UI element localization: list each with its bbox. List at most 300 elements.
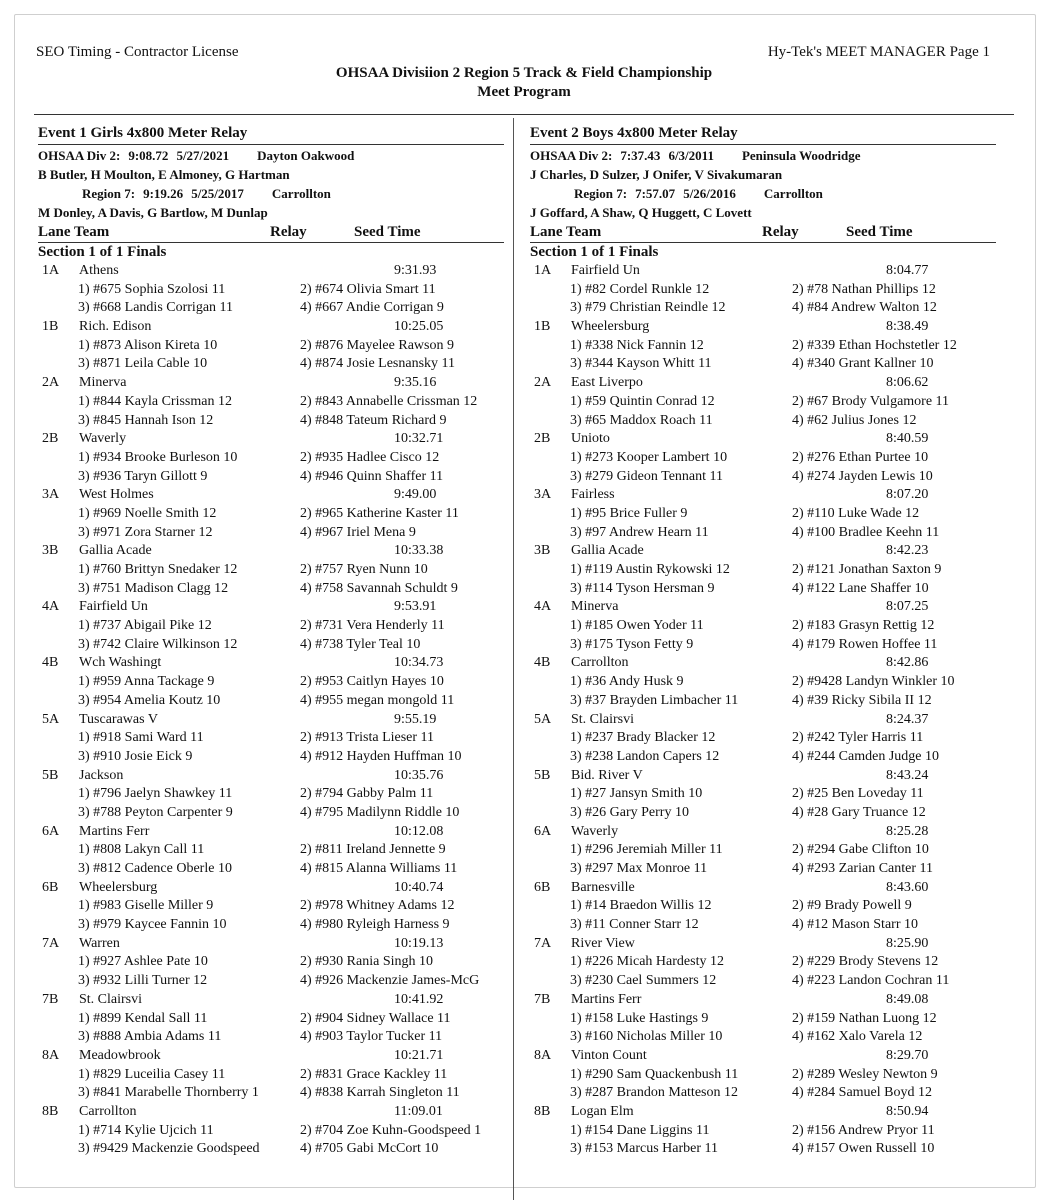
lane-number: 5B	[42, 767, 59, 783]
runner-leg-2: 2) #156 Andrew Pryor 11	[792, 1122, 935, 1138]
lane-number: 7A	[534, 935, 552, 951]
record-line	[38, 184, 504, 203]
runner-leg-2: 2) #229 Brody Stevens 12	[792, 954, 939, 970]
col-relay: Relay	[270, 224, 307, 240]
seed-time: 8:04.77	[886, 263, 929, 278]
seed-time: 10:33.38	[394, 543, 444, 559]
seed-time: 10:25.05	[394, 319, 444, 335]
runner-row	[530, 860, 996, 879]
seed-time: 10:12.08	[394, 823, 444, 839]
runner-leg-4: 4) #62 Julius Jones 12	[792, 412, 917, 428]
runner-leg-4: 4) #223 Landon Cochran 11	[792, 973, 950, 989]
team-name: Barnesville	[571, 879, 635, 895]
runner-leg-4: 4) #926 Mackenzie James-McG	[300, 973, 480, 989]
event-rule	[530, 144, 996, 145]
seed-time: 8:40.59	[886, 431, 929, 447]
runner-leg-2: 2) #25 Ben Loveday 11	[792, 786, 924, 802]
runner-leg-3: 3) #297 Max Monroe 11	[570, 861, 708, 876]
meet-title: OHSAA Divisiion 2 Region 5 Track & Field Championship	[335, 65, 713, 81]
runner-leg-2: 2) #965 Katherine Kaster 11	[300, 505, 459, 521]
team-row	[38, 823, 504, 842]
team-name: St. Clairsvi	[79, 991, 143, 1007]
lane-number: 8B	[42, 1103, 59, 1119]
runner-leg-2: 2) #904 Sidney Wallace 11	[300, 1010, 451, 1026]
runner-leg-3: 3) #287 Brandon Matteson 12	[570, 1085, 738, 1101]
col-seed-time: Seed Time	[846, 224, 913, 240]
runner-leg-3: 3) #936 Taryn Gillott 9	[78, 468, 208, 484]
runner-leg-3: 3) #971 Zora Starner 12	[78, 524, 213, 540]
record-time: 9:08.72	[128, 148, 169, 163]
seed-time: 10:21.71	[394, 1047, 444, 1063]
runner-row	[38, 916, 504, 935]
runner-leg-1: 1) #737 Abigail Pike 12	[78, 618, 212, 634]
runner-leg-1: 1) #796 Jaelyn Shawkey 11	[78, 786, 233, 802]
runner-leg-2: 2) #9428 Landyn Winkler 10	[792, 674, 955, 690]
runner-row	[38, 860, 504, 879]
team-name: Fairfield Un	[79, 599, 148, 615]
runner-leg-1: 1) #296 Jeremiah Miller 11	[570, 842, 723, 858]
runner-row	[38, 412, 504, 431]
team-row	[38, 879, 504, 898]
runner-leg-3: 3) #888 Ambia Adams 11	[78, 1029, 222, 1045]
runner-leg-3: 3) #954 Amelia Koutz 10	[78, 692, 221, 708]
team-name: Vinton Count	[571, 1047, 647, 1063]
lane-number: 6B	[534, 879, 551, 895]
runner-leg-4: 4) #157 Owen Russell 10	[792, 1141, 935, 1157]
runner-leg-4: 4) #980 Ryleigh Harness 9	[300, 917, 450, 933]
runner-leg-2: 2) #731 Vera Henderly 11	[300, 618, 445, 634]
runner-row	[530, 299, 996, 318]
col-lane-team: Lane Team	[38, 224, 110, 240]
runner-leg-1: 1) #844 Kayla Crissman 12	[78, 393, 232, 409]
runner-leg-1: 1) #959 Anna Tackage 9	[78, 674, 215, 690]
seed-time: 9:55.19	[394, 711, 437, 727]
team-name: Jackson	[79, 767, 124, 783]
seed-time: 8:07.25	[886, 599, 929, 615]
runner-leg-3: 3) #97 Andrew Hearn 11	[570, 524, 709, 540]
runner-row	[38, 692, 504, 711]
runner-leg-3: 3) #26 Gary Perry 10	[570, 804, 689, 820]
team-row	[530, 879, 996, 898]
lane-number: 3B	[534, 543, 551, 559]
team-row	[38, 991, 504, 1010]
team-row	[530, 542, 996, 561]
team-row	[38, 262, 504, 281]
runner-leg-4: 4) #912 Hayden Huffman 10	[300, 748, 462, 764]
team-name: Carrollton	[79, 1103, 137, 1119]
team-row	[38, 542, 504, 561]
team-name: Bid. River V	[571, 767, 643, 783]
col-relay: Relay	[762, 224, 799, 240]
runner-row	[530, 953, 996, 972]
runner-leg-4: 4) #795 Madilynn Riddle 10	[300, 804, 460, 820]
runner-row	[530, 692, 996, 711]
runner-leg-3: 3) #114 Tyson Hersman 9	[570, 580, 715, 596]
team-row	[38, 767, 504, 786]
runner-leg-4: 4) #838 Karrah Singleton 11	[300, 1085, 460, 1101]
runner-leg-1: 1) #36 Andy Husk 9	[570, 674, 684, 690]
seed-time: 8:07.20	[886, 487, 929, 503]
team-name: Waverly	[571, 823, 619, 839]
record-team: Carrollton	[271, 186, 331, 201]
runner-row	[38, 729, 504, 748]
runner-leg-3: 3) #751 Madison Clagg 12	[78, 580, 229, 596]
runner-leg-2: 2) #913 Trista Lieser 11	[300, 730, 435, 746]
runner-leg-2: 2) #9 Brady Powell 9	[792, 898, 912, 914]
lane-number: 8A	[42, 1047, 60, 1063]
team-name: Fairfield Un	[571, 263, 640, 278]
team-row	[530, 991, 996, 1010]
runner-leg-3: 3) #979 Kaycee Fannin 10	[78, 917, 227, 933]
runner-row	[38, 524, 504, 543]
team-row	[38, 711, 504, 730]
runner-leg-3: 3) #812 Cadence Oberle 10	[78, 861, 232, 876]
runner-leg-2: 2) #110 Luke Wade 12	[792, 505, 920, 521]
runner-row	[38, 1066, 504, 1085]
seed-time: 10:34.73	[394, 655, 444, 671]
runner-leg-4: 4) #738 Tyler Teal 10	[300, 636, 421, 652]
runner-leg-2: 2) #757 Ryen Nunn 10	[300, 562, 428, 577]
lane-number: 3A	[534, 487, 552, 503]
lane-number: 8B	[534, 1103, 551, 1119]
runner-leg-4: 4) #667 Andie Corrigan 9	[300, 300, 444, 316]
lane-number: 2B	[42, 431, 59, 447]
lane-number: 5B	[534, 767, 551, 783]
runner-leg-3: 3) #788 Peyton Carpenter 9	[78, 804, 233, 820]
runner-leg-1: 1) #95 Brice Fuller 9	[570, 505, 688, 521]
team-row	[530, 1047, 996, 1066]
runner-leg-1: 1) #338 Nick Fannin 12	[570, 337, 704, 353]
event-title: Event 2 Boys 4x800 Meter Relay	[530, 125, 738, 141]
runner-row	[38, 580, 504, 599]
team-row	[38, 430, 504, 449]
runner-row	[38, 673, 504, 692]
runner-leg-3: 3) #65 Maddox Roach 11	[570, 412, 713, 428]
record-team: Carrollton	[763, 186, 823, 201]
lane-number: 6A	[534, 823, 552, 839]
lane-number: 1B	[534, 319, 551, 335]
runner-leg-4: 4) #293 Zarian Canter 11	[792, 861, 933, 876]
runner-row	[530, 524, 996, 543]
header-license: SEO Timing - Contractor License	[36, 44, 239, 60]
seed-time: 11:09.01	[394, 1103, 443, 1119]
column-headers	[38, 222, 504, 243]
runner-row	[530, 748, 996, 767]
record-line	[38, 146, 504, 165]
seed-time: 8:38.49	[886, 319, 929, 335]
col-lane-team: Lane Team	[530, 224, 602, 240]
header-meet-manager: Hy-Tek's MEET MANAGER Page 1	[767, 44, 990, 60]
runner-row	[530, 1010, 996, 1029]
runner-leg-3: 3) #742 Claire Wilkinson 12	[78, 636, 238, 652]
runner-leg-1: 1) #273 Kooper Lambert 10	[570, 449, 728, 465]
team-name: Logan Elm	[571, 1103, 634, 1119]
runner-leg-1: 1) #983 Giselle Miller 9	[78, 898, 214, 914]
runner-leg-4: 4) #274 Jayden Lewis 10	[792, 468, 933, 484]
seed-time: 8:43.60	[886, 879, 929, 895]
lane-number: 2B	[534, 431, 551, 447]
seed-time: 10:32.71	[394, 431, 444, 447]
runner-row	[38, 561, 504, 580]
runner-leg-2: 2) #289 Wesley Newton 9	[792, 1066, 938, 1082]
runner-leg-3: 3) #910 Josie Eick 9	[78, 748, 193, 764]
runner-leg-1: 1) #59 Quintin Conrad 12	[570, 393, 715, 409]
runner-leg-2: 2) #339 Ethan Hochstetler 12	[792, 337, 957, 353]
team-row	[38, 654, 504, 673]
record-team: Peninsula Woodridge	[741, 148, 861, 163]
record-names: J Goffard, A Shaw, Q Huggett, C Lovett	[530, 205, 752, 220]
team-name: Wch Washingt	[79, 655, 162, 671]
runner-row	[530, 1140, 996, 1159]
runner-row	[38, 841, 504, 860]
runner-row	[530, 785, 996, 804]
runner-row	[530, 916, 996, 935]
record-date: 5/25/2017	[191, 186, 244, 201]
runner-row	[530, 468, 996, 487]
team-row	[530, 1103, 996, 1122]
team-name: St. Clairsvi	[571, 711, 635, 727]
team-name: Martins Ferr	[79, 823, 150, 839]
team-name: Minerva	[571, 599, 619, 615]
runner-leg-3: 3) #279 Gideon Tennant 11	[570, 468, 723, 484]
runner-row	[38, 299, 504, 318]
runner-row	[530, 561, 996, 580]
runner-leg-3: 3) #175 Tyson Fetty 9	[570, 636, 694, 652]
runner-leg-1: 1) #714 Kylie Ujcich 11	[78, 1122, 214, 1138]
record-names: J Charles, D Sulzer, J Onifer, V Sivakumaran	[530, 167, 783, 182]
runner-row	[530, 412, 996, 431]
runner-row	[38, 785, 504, 804]
team-row	[38, 374, 504, 393]
runner-row	[530, 393, 996, 412]
team-name: East Liverpo	[571, 375, 643, 391]
team-row	[530, 767, 996, 786]
runner-row	[38, 617, 504, 636]
runner-row	[38, 1084, 504, 1103]
runner-leg-3: 3) #230 Cael Summers 12	[570, 973, 717, 989]
runner-row	[530, 505, 996, 524]
column-divider	[513, 118, 514, 1200]
runner-leg-4: 4) #244 Camden Judge 10	[792, 748, 939, 764]
seed-time: 8:42.86	[886, 655, 929, 671]
team-row	[38, 318, 504, 337]
runner-row	[38, 337, 504, 356]
lane-number: 4A	[534, 599, 552, 615]
runner-leg-2: 2) #930 Rania Singh 10	[300, 954, 433, 970]
lane-number: 1B	[42, 319, 59, 335]
runner-row	[530, 897, 996, 916]
runner-row	[530, 1122, 996, 1141]
runner-leg-4: 4) #705 Gabi McCort 10	[300, 1141, 439, 1157]
runner-leg-1: 1) #969 Noelle Smith 12	[78, 505, 217, 521]
lane-number: 3A	[42, 487, 60, 503]
record-date: 6/3/2011	[668, 148, 714, 163]
runner-leg-4: 4) #28 Gary Truance 12	[792, 804, 926, 820]
team-name: Gallia Acade	[79, 543, 152, 559]
runner-leg-2: 2) #811 Ireland Jennette 9	[300, 842, 446, 858]
runner-leg-1: 1) #808 Lakyn Call 11	[78, 842, 205, 858]
runner-leg-1: 1) #185 Owen Yoder 11	[570, 618, 704, 634]
runner-row	[38, 897, 504, 916]
team-name: Carrollton	[571, 655, 629, 671]
runner-leg-1: 1) #290 Sam Quackenbush 11	[570, 1066, 739, 1082]
record-time: 7:37.43	[620, 148, 661, 163]
runner-row	[530, 972, 996, 991]
runner-row	[530, 673, 996, 692]
runner-leg-3: 3) #160 Nicholas Miller 10	[570, 1029, 723, 1045]
runner-row	[530, 841, 996, 860]
runner-leg-1: 1) #760 Brittyn Snedaker 12	[78, 562, 238, 577]
runner-row	[530, 1084, 996, 1103]
runner-leg-4: 4) #955 megan mongold 11	[300, 692, 455, 708]
runner-row	[530, 281, 996, 300]
runner-leg-1: 1) #899 Kendal Sall 11	[78, 1010, 208, 1026]
runner-leg-3: 3) #344 Kayson Whitt 11	[570, 356, 712, 372]
lane-number: 8A	[534, 1047, 552, 1063]
seed-time: 8:25.28	[886, 823, 929, 839]
runner-leg-2: 2) #276 Ethan Purtee 10	[792, 449, 929, 465]
team-name: Wheelersburg	[571, 319, 650, 335]
team-row	[38, 598, 504, 617]
seed-time: 8:06.62	[886, 375, 929, 391]
runner-row	[38, 972, 504, 991]
runner-row	[38, 748, 504, 767]
runner-leg-4: 4) #758 Savannah Schuldt 9	[300, 580, 458, 596]
runner-row	[530, 804, 996, 823]
team-row	[530, 430, 996, 449]
runner-leg-4: 4) #903 Taylor Tucker 11	[300, 1029, 443, 1045]
seed-time: 10:19.13	[394, 935, 444, 951]
runner-leg-4: 4) #122 Lane Shaffer 10	[792, 580, 929, 596]
lane-number: 6A	[42, 823, 60, 839]
record-time: 9:19.26	[143, 186, 184, 201]
record-date: 5/27/2021	[176, 148, 230, 163]
runner-leg-4: 4) #39 Ricky Sibila II 12	[792, 692, 932, 708]
lane-number: 4A	[42, 599, 60, 615]
runner-leg-4: 4) #84 Andrew Walton 12	[792, 300, 937, 316]
runner-leg-3: 3) #238 Landon Capers 12	[570, 748, 720, 764]
seed-time: 9:35.16	[394, 375, 437, 391]
team-row	[530, 486, 996, 505]
runner-leg-1: 1) #237 Brady Blacker 12	[570, 730, 716, 746]
team-name: Meadowbrook	[79, 1047, 161, 1063]
runner-row	[38, 1010, 504, 1029]
seed-time: 10:41.92	[394, 991, 444, 1007]
team-name: Rich. Edison	[79, 319, 152, 335]
runner-row	[530, 617, 996, 636]
lane-number: 1A	[534, 263, 552, 278]
team-row	[530, 374, 996, 393]
team-name: Minerva	[79, 375, 127, 391]
team-name: Martins Ferr	[571, 991, 642, 1007]
runner-leg-1: 1) #154 Dane Liggins 11	[570, 1122, 710, 1138]
runner-leg-3: 3) #153 Marcus Harber 11	[570, 1141, 718, 1157]
record-label: OHSAA Div 2:	[38, 148, 121, 163]
lane-number: 6B	[42, 879, 59, 895]
runner-leg-2: 2) #159 Nathan Luong 12	[792, 1010, 937, 1026]
runner-row	[530, 1028, 996, 1047]
runner-leg-2: 2) #843 Annabelle Crissman 12	[300, 393, 478, 409]
runner-leg-3: 3) #668 Landis Corrigan 11	[78, 300, 234, 316]
runner-row	[530, 1066, 996, 1085]
runner-leg-4: 4) #12 Mason Starr 10	[792, 917, 918, 933]
record-line	[530, 184, 996, 203]
record-line	[530, 146, 996, 165]
runner-leg-4: 4) #815 Alanna Williams 11	[300, 861, 458, 876]
record-names: M Donley, A Davis, G Bartlow, M Dunlap	[38, 205, 268, 220]
team-row	[530, 823, 996, 842]
team-row	[530, 935, 996, 954]
event-1-column	[38, 122, 504, 1159]
lane-number: 4B	[42, 655, 59, 671]
team-name: West Holmes	[79, 487, 154, 503]
runner-row	[530, 449, 996, 468]
record-names: B Butler, H Moulton, E Almoney, G Hartman	[38, 167, 290, 182]
runner-leg-2: 2) #67 Brody Vulgamore 11	[792, 393, 950, 409]
seed-time: 8:49.08	[886, 991, 929, 1007]
team-name: Tuscarawas V	[79, 711, 158, 727]
col-seed-time: Seed Time	[354, 224, 421, 240]
runner-leg-3: 3) #845 Hannah Ison 12	[78, 412, 214, 428]
runner-leg-2: 2) #78 Nathan Phillips 12	[792, 281, 936, 297]
runner-leg-1: 1) #82 Cordel Runkle 12	[570, 281, 710, 297]
team-row	[530, 654, 996, 673]
runner-leg-1: 1) #918 Sami Ward 11	[78, 730, 204, 746]
record-date: 5/26/2016	[683, 186, 736, 201]
column-headers	[530, 222, 996, 243]
runner-row	[38, 804, 504, 823]
runner-leg-3: 3) #37 Brayden Limbacher 11	[570, 692, 739, 708]
runner-leg-1: 1) #675 Sophia Szolosi 11	[78, 281, 226, 297]
runner-leg-3: 3) #11 Conner Starr 12	[570, 917, 699, 933]
runner-leg-1: 1) #927 Ashlee Pate 10	[78, 954, 208, 970]
runner-leg-2: 2) #121 Jonathan Saxton 9	[792, 562, 942, 577]
runner-row	[38, 953, 504, 972]
runner-leg-4: 4) #100 Bradlee Keehn 11	[792, 524, 940, 540]
section-heading: Section 1 of 1 Finals	[38, 244, 167, 260]
seed-time: 8:25.90	[886, 935, 929, 951]
runner-leg-2: 2) #831 Grace Kackley 11	[300, 1066, 448, 1082]
seed-time: 9:49.00	[394, 487, 437, 503]
team-name: Waverly	[79, 431, 127, 447]
runner-leg-4: 4) #162 Xalo Varela 12	[792, 1029, 923, 1045]
seed-time: 8:24.37	[886, 711, 929, 727]
runner-leg-2: 2) #953 Caitlyn Hayes 10	[300, 674, 444, 690]
seed-time: 8:29.70	[886, 1047, 929, 1063]
team-name: Gallia Acade	[571, 543, 644, 559]
lane-number: 5A	[534, 711, 552, 727]
team-row	[38, 935, 504, 954]
lane-number: 2A	[534, 375, 552, 391]
runner-leg-3: 3) #871 Leila Cable 10	[78, 356, 208, 372]
runner-leg-4: 4) #848 Tateum Richard 9	[300, 412, 447, 428]
runner-leg-3: 3) #79 Christian Reindle 12	[570, 300, 726, 316]
runner-leg-1: 1) #27 Jansyn Smith 10	[570, 786, 703, 802]
header-rule	[34, 114, 1014, 115]
runner-leg-3: 3) #932 Lilli Turner 12	[78, 973, 208, 989]
meet-subtitle: Meet Program	[477, 84, 571, 100]
runner-leg-2: 2) #978 Whitney Adams 12	[300, 898, 455, 914]
runner-row	[38, 355, 504, 374]
runner-row	[530, 729, 996, 748]
runner-row	[530, 337, 996, 356]
team-row	[530, 598, 996, 617]
runner-leg-2: 2) #242 Tyler Harris 11	[792, 730, 924, 746]
seed-time: 10:35.76	[394, 767, 444, 783]
runner-row	[530, 580, 996, 599]
runner-row	[530, 355, 996, 374]
runner-row	[38, 393, 504, 412]
